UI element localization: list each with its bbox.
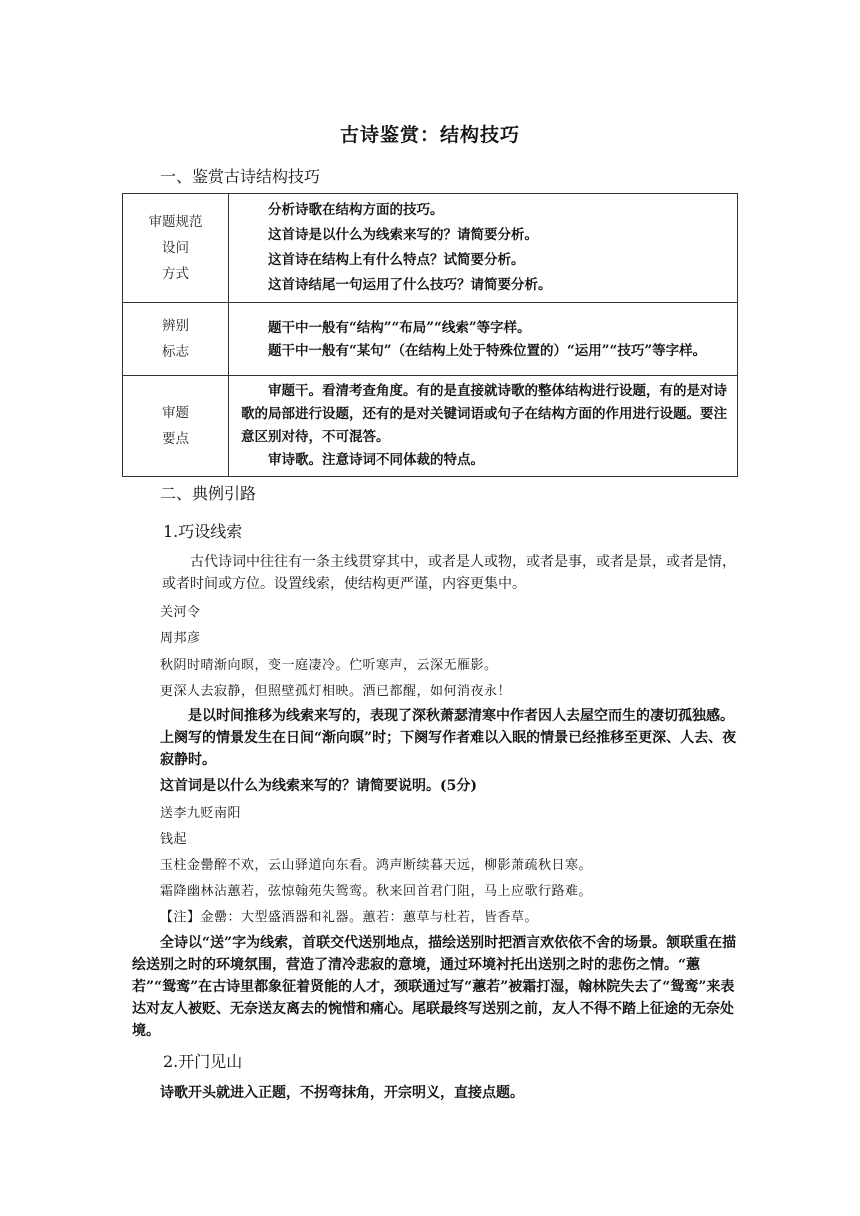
row-content: 审题干。看清考查角度。有的是直接就诗歌的整体结构进行设题，有的是对诗歌的局部进行设题，还有的是对关键词语或句子在结构方面的作用进行设题。要注意区别对待，不可混答。 审诗歌。注意诗词不同体裁的特点。 xyxy=(229,376,738,477)
row-label: 辨别 标志 xyxy=(123,303,229,376)
table-row xyxy=(123,194,738,303)
poem-line: 秋阴时晴渐向暝，变一庭凄冷。伫听寒声，云深无雁影。 xyxy=(160,658,498,673)
table-row xyxy=(123,376,738,477)
row-label: 审题规范 设问 方式 xyxy=(123,194,229,303)
analysis-paragraph-1: 是以时间推移为线索来写的，表现了深秋萧瑟清寒中作者因人去屋空而生的凄切孤独感。上阕写的情景发生在日间“渐向暝”时；下阕写作者难以入眠的情景已经推移至更深、人去、夜寂静时。 xyxy=(160,708,737,768)
poem-line: 霜降幽林沾蕙若，弦惊翰苑失鸳鸾。秋来回首君门阻，马上应歌行路难。 xyxy=(160,884,593,899)
poem-title-2: 送李九贬南阳 xyxy=(160,806,242,821)
subheading-2: 2.开门见山 xyxy=(163,1052,243,1071)
row-content: 题干中一般有“结构”“布局”“线索”等字样。 题干中一般有“某句”（在结构上处于特殊位置的）“运用”“技巧”等字样。 xyxy=(229,303,738,376)
poem-line: 玉柱金罍醉不欢，云山驿道向东看。鸿声断续暮天远，柳影萧疏秋日寒。 xyxy=(160,858,593,873)
page-title: 古诗鉴赏：结构技巧 xyxy=(339,124,520,146)
section-heading-1: 一、鉴赏古诗结构技巧 xyxy=(160,167,321,186)
intro-paragraph-2: 诗歌开头就进入正题，不拐弯抹角，开宗明义，直接点题。 xyxy=(160,1085,524,1101)
poem-note: 【注】金罍：大型盛酒器和礼器。蕙若：蕙草与杜若，皆香草。 xyxy=(160,910,539,925)
skills-table xyxy=(122,193,738,477)
row-content: 分析诗歌在结构方面的技巧。 这首诗是以什么为线索来写的？请简要分析。 这首诗在结构上有什么特点？试简要分析。 这首诗结尾一句运用了什么技巧？请简要分析。 xyxy=(229,194,738,303)
poem-author-2: 钱起 xyxy=(160,832,188,847)
section-heading-2: 二、典例引路 xyxy=(160,484,257,503)
subheading-1: 1.巧设线索 xyxy=(163,522,243,541)
intro-paragraph-1: 古代诗词中往往有一条主线贯穿其中，或者是人或物，或者是事，或者是景，或者是情，或者时间或方位。设置线索，使结构更严谨，内容更集中。 xyxy=(162,554,736,592)
poem-title-1: 关河令 xyxy=(160,605,201,620)
poem-line: 更深人去寂静，但照壁孤灯相映。酒已都醒，如何消夜永！ xyxy=(160,684,512,699)
question-text: 这首词是以什么为线索来写的？请简要说明。(5分) xyxy=(160,778,477,794)
table-row xyxy=(123,303,738,376)
poem-author-1: 周邦彦 xyxy=(160,631,201,646)
analysis-paragraph-2: 全诗以“送”字为线索，首联交代送别地点，描绘送别时把酒言欢依依不舍的场景。颔联重在描绘送别之时的环境氛围，营造了清冷悲寂的意境，通过环境衬托出送别之时的悲伤之情。“蕙若”“鸳鸾”在古诗里都象征着贤能的人才，颈联通过写“蕙若”被霜打湿，翰林院失去了“鸳鸾”来表达对友人被贬、无奈送友离去的惋惜和痛心。尾联最终写送别之前，友人不得不踏上征途的无奈处境。 xyxy=(132,935,737,1039)
row-label: 审题 要点 xyxy=(123,376,229,477)
